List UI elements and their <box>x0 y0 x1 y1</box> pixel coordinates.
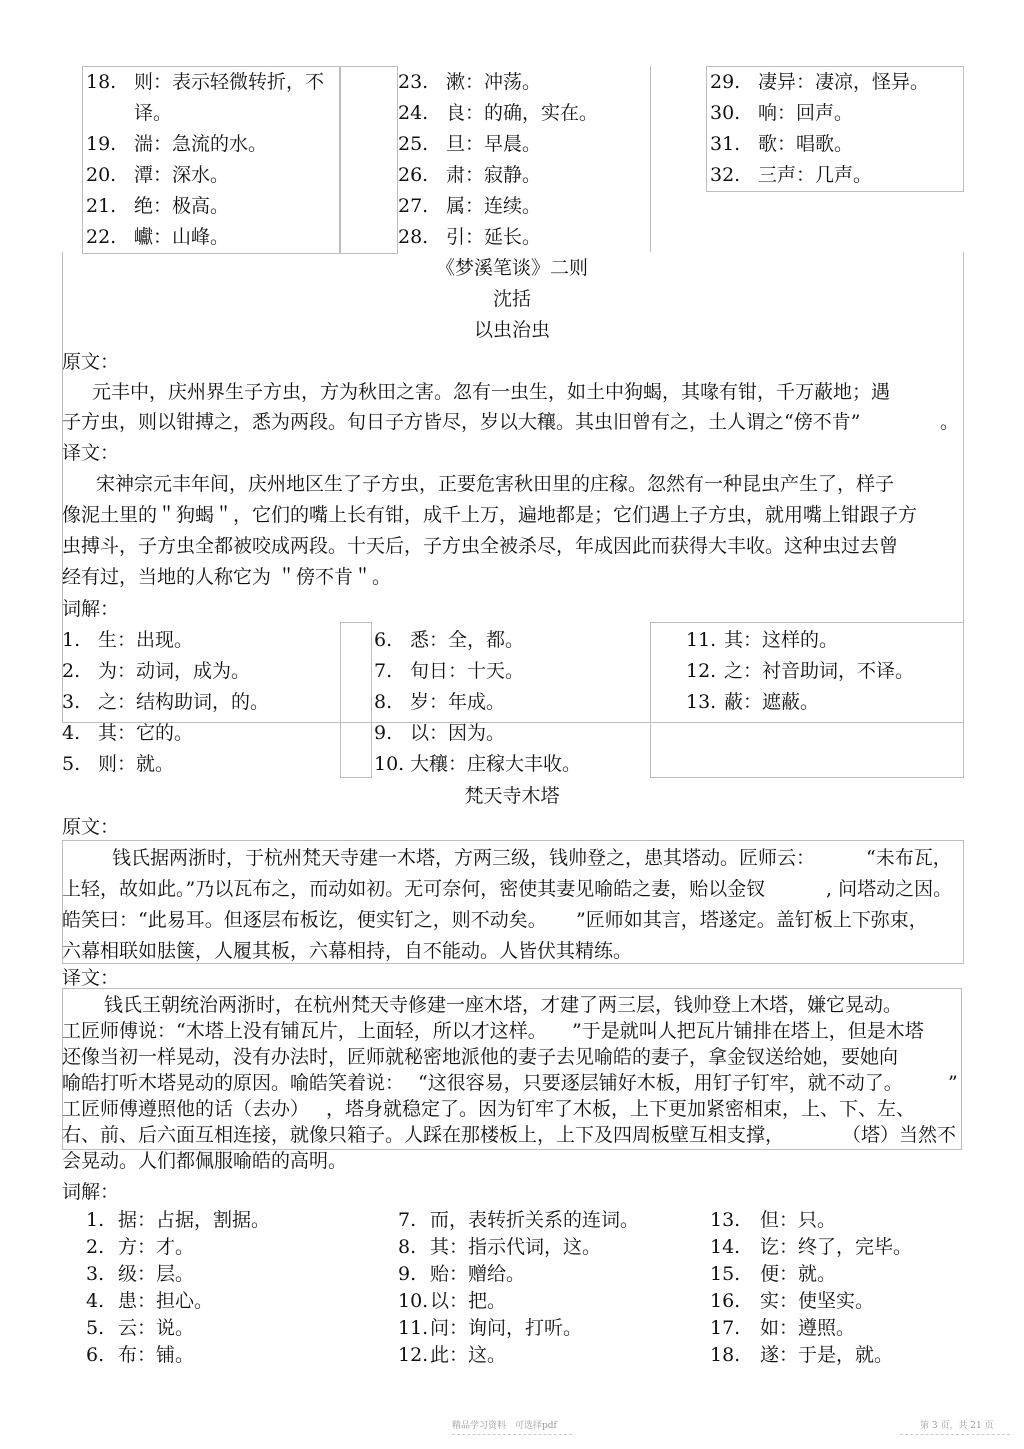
gloss-item <box>86 194 229 218</box>
gloss-text: 大穰：庄稼大丰收。 <box>410 753 582 775</box>
gloss-number: 21. <box>86 195 117 217</box>
gloss-text: 患：担心。 <box>118 1290 214 1312</box>
gloss-number: 26. <box>398 164 429 186</box>
gloss-text: 引：延长。 <box>446 226 542 248</box>
gloss-number: 1. <box>62 629 81 651</box>
part2-title: 梵天寺木塔 <box>464 785 560 807</box>
gloss-item <box>398 101 598 125</box>
gloss-text: 潭：深水。 <box>134 164 230 186</box>
gloss-number: 13. <box>710 1209 741 1231</box>
gloss-text: 旬日：十天。 <box>410 660 525 682</box>
gloss-number: 22. <box>86 226 117 248</box>
part1-gloss-label: 词解： <box>62 598 120 620</box>
gloss-number: 27. <box>398 195 429 217</box>
gloss-number: 10. <box>374 753 405 775</box>
gloss-number: 8. <box>374 691 393 713</box>
gloss-text: 三声：几声。 <box>758 164 873 186</box>
gloss-item <box>710 1343 893 1367</box>
footer-divider <box>900 1434 1010 1435</box>
gloss-number: 18. <box>86 71 117 93</box>
gloss-number: 11. <box>686 629 717 651</box>
gloss-item <box>62 628 193 652</box>
gloss-item <box>710 1208 836 1232</box>
gloss-text: 漱：冲荡。 <box>446 71 542 93</box>
gloss-number: 15. <box>710 1263 741 1285</box>
gloss-number: 3. <box>86 1263 105 1285</box>
gloss-item <box>398 1343 506 1367</box>
gloss-item <box>710 1235 912 1259</box>
gloss-text: 绝：极高。 <box>134 195 230 217</box>
gloss-number: 6. <box>374 629 393 651</box>
gloss-number: 23. <box>398 71 429 93</box>
gloss-item <box>374 628 524 652</box>
gloss-text: 而，表转折关系的连词。 <box>430 1209 640 1231</box>
gloss-text: 之：结构助词，的。 <box>98 691 270 713</box>
gloss-text: 讫：终了，完毕。 <box>760 1236 913 1258</box>
gloss-text: 贻：赠给。 <box>430 1263 526 1285</box>
gloss-text: 译。 <box>134 102 173 124</box>
gloss-number: 10. <box>398 1290 429 1312</box>
paragraph-line: “未布瓦， <box>866 847 952 869</box>
part2-translation-label: 译文： <box>62 967 120 989</box>
gloss-text: 布：铺。 <box>118 1344 195 1366</box>
gloss-number: 20. <box>86 164 117 186</box>
gloss-number: 24. <box>398 102 429 124</box>
gloss-number: 7. <box>398 1209 417 1231</box>
paragraph-line: 会晃动。人们都佩服喻皓的高明。 <box>62 1150 348 1172</box>
paragraph-line: 喻皓打听木塔晃动的原因。喻皓笑着说： <box>62 1072 405 1094</box>
gloss-text: 悉：全，都。 <box>410 629 525 651</box>
paragraph-line: 。 <box>940 411 960 433</box>
paragraph-line: ” <box>948 1072 958 1094</box>
gloss-item <box>374 752 581 776</box>
paragraph-line: 钱氏王朝统治两浙时，在杭州梵天寺修建一座木塔，才建了两三层，钱帅登上木塔，嫌它晃动。 <box>104 994 903 1016</box>
gloss-item <box>686 628 838 652</box>
paragraph-line: 像泥土里的＂狗蝎＂，它们的嘴上长有钳，成千上万，遍地都是；它们遇上子方虫，就用嘴上钳跟子方 <box>62 504 918 526</box>
gloss-number: 16. <box>710 1290 741 1312</box>
section-title: 《梦溪笔谈》二则 <box>435 257 588 279</box>
gloss-text: 其：这样的。 <box>724 629 839 651</box>
gloss-text: 以：把。 <box>430 1290 507 1312</box>
gloss-item <box>86 1262 194 1286</box>
gloss-item <box>398 1235 601 1259</box>
gloss-number: 17. <box>710 1317 741 1339</box>
gloss-number: 31. <box>710 133 741 155</box>
gloss-text: 云：说。 <box>118 1317 195 1339</box>
gloss-text: 其：指示代词，这。 <box>430 1236 602 1258</box>
gloss-number: 30. <box>710 102 741 124</box>
gloss-item <box>86 70 324 94</box>
paragraph-line: ，塔身就稳定了。因为钉牢了木板，上下更加紧密相束，上、下、左、 <box>326 1098 916 1120</box>
part1-original-label: 原文： <box>62 351 120 373</box>
gloss-text: 但：只。 <box>760 1209 837 1231</box>
part1-title: 以虫治虫 <box>473 319 550 341</box>
paragraph-line: 皓笑曰：“此易耳。但逐层布板讫，便实钉之，则不动矣。 <box>62 909 547 931</box>
gloss-item <box>86 132 267 156</box>
gloss-item <box>86 1343 194 1367</box>
gloss-text: 巘：山峰。 <box>134 226 230 248</box>
part2-gloss-label: 词解： <box>62 1181 120 1203</box>
gloss-text: 实：使坚实。 <box>760 1290 875 1312</box>
gloss-item <box>86 163 229 187</box>
gloss-item <box>86 101 172 125</box>
gloss-text: 级：层。 <box>118 1263 195 1285</box>
paragraph-line: 宋神宗元丰年间，庆州地区生了子方虫，正要危害秋田里的庄稼。忽然有一种昆虫产生了，样子 <box>96 473 895 495</box>
gloss-number: 32. <box>710 164 741 186</box>
gloss-text: 为：动词，成为。 <box>98 660 251 682</box>
gloss-text: 此：这。 <box>430 1344 507 1366</box>
gloss-item <box>710 132 853 156</box>
gloss-item <box>710 1289 874 1313</box>
gloss-item <box>398 225 541 249</box>
gloss-item <box>686 659 914 683</box>
gloss-number: 5. <box>86 1317 105 1339</box>
author: 沈括 <box>492 288 531 310</box>
gloss-text: 蔽：遮蔽。 <box>724 691 820 713</box>
gloss-item <box>374 690 505 714</box>
gloss-number: 9. <box>398 1263 417 1285</box>
footer-left: 精品学习资料 可选择pdf <box>452 1421 557 1431</box>
gloss-number: 5. <box>62 753 81 775</box>
gloss-text: 生：出现。 <box>98 629 194 651</box>
gloss-item <box>398 163 541 187</box>
gloss-item <box>398 70 541 94</box>
gloss-text: 遂：于是，就。 <box>760 1344 894 1366</box>
paragraph-line: 元丰中，庆州界生子方虫，方为秋田之害。忽有一虫生，如土中狗蝎，其喙有钳，千万蔽地；遇 <box>92 381 891 403</box>
paragraph-line: （塔）当然不 <box>842 1124 957 1146</box>
gloss-item <box>398 1262 525 1286</box>
gloss-item <box>710 163 872 187</box>
footer-page-number: 第 3 页，共 21 页 <box>920 1421 994 1431</box>
gloss-number: 28. <box>398 226 429 248</box>
footer-divider <box>452 1434 572 1435</box>
gloss-number: 19. <box>86 133 117 155</box>
gloss-frame <box>340 66 398 254</box>
paragraph-line: 六幕相联如胠箧，人履其板，六幕相持，自不能动。人皆伏其精练。 <box>62 940 633 962</box>
gloss-text: 肃：寂静。 <box>446 164 542 186</box>
gloss-text: 良：的确，实在。 <box>446 102 599 124</box>
gloss-text: 湍：急流的水。 <box>134 133 268 155</box>
gloss-number: 14. <box>710 1236 741 1258</box>
gloss-text: 据：占据，割据。 <box>118 1209 271 1231</box>
gloss-text: 则：就。 <box>98 753 175 775</box>
gloss-item <box>398 132 541 156</box>
gloss-text: 之：衬音助词，不译。 <box>724 660 915 682</box>
gloss-item <box>374 659 524 683</box>
paragraph-line: 上轻，故如此。”乃以瓦布之，而动如初。无可奈何，密使其妻见喻皓之妻，贻以金钗 <box>62 878 766 900</box>
gloss-number: 2. <box>62 660 81 682</box>
gloss-text: 便：就。 <box>760 1263 837 1285</box>
gloss-text: 凄异：凄凉，怪异。 <box>758 71 930 93</box>
gloss-item <box>86 1316 194 1340</box>
gloss-item <box>86 1208 270 1232</box>
gloss-item <box>686 690 819 714</box>
gloss-item <box>86 225 229 249</box>
gloss-item <box>710 101 853 125</box>
paragraph-line: ”匠师如其言，塔遂定。盖钉板上下弥束， <box>576 909 928 931</box>
paragraph-line: 经有过，当地的人称它为 ＂傍不肯＂。 <box>62 566 392 588</box>
paragraph-line: 子方虫，则以钳搏之，悉为两段。旬日子方皆尽，岁以大穰。其虫旧曾有之，土人谓之“傍不肯” <box>62 411 861 433</box>
part2-original-label: 原文： <box>62 816 120 838</box>
gloss-number: 9. <box>374 722 393 744</box>
gloss-number: 8. <box>398 1236 417 1258</box>
gloss-number: 12. <box>686 660 717 682</box>
gloss-text: 如：遵照。 <box>760 1317 856 1339</box>
gloss-number: 25. <box>398 133 429 155</box>
gloss-number: 11. <box>398 1317 429 1339</box>
gloss-frame <box>650 66 651 252</box>
gloss-text: 岁：年成。 <box>410 691 506 713</box>
paragraph-line: 钱氏据两浙时，于杭州梵天寺建一木塔，方两三级，钱帅登之，患其塔动。匠师云： <box>112 847 816 869</box>
gloss-item <box>62 690 269 714</box>
paragraph-line: 工匠师傅遵照他的话（去办） <box>62 1098 310 1120</box>
gloss-number: 7. <box>374 660 393 682</box>
gloss-item <box>62 752 174 776</box>
gloss-number: 1. <box>86 1209 105 1231</box>
gloss-text: 旦：早晨。 <box>446 133 542 155</box>
paragraph-line: , 问塔动之因。 <box>826 878 953 900</box>
gloss-item <box>710 70 929 94</box>
gloss-text: 属：连续。 <box>446 195 542 217</box>
gloss-number: 29. <box>710 71 741 93</box>
gloss-item <box>62 721 193 745</box>
gloss-item <box>710 1316 855 1340</box>
gloss-text: 问：询问，打听。 <box>430 1317 583 1339</box>
paragraph-line: 还像当初一样晃动，没有办法时，匠师就秘密地派他的妻子去见喻皓的妻子，拿金钗送给她，要她向 <box>62 1046 899 1068</box>
gloss-number: 4. <box>86 1290 105 1312</box>
gloss-number: 3. <box>62 691 81 713</box>
gloss-item <box>710 1262 836 1286</box>
gloss-item <box>86 1289 213 1313</box>
gloss-number: 13. <box>686 691 717 713</box>
gloss-item <box>398 1316 582 1340</box>
gloss-number: 6. <box>86 1344 105 1366</box>
gloss-item <box>86 1235 194 1259</box>
paragraph-line: ”于是就叫人把瓦片铺排在塔上，但是木塔 <box>572 1020 924 1042</box>
gloss-number: 2. <box>86 1236 105 1258</box>
gloss-number: 4. <box>62 722 81 744</box>
gloss-number: 12. <box>398 1344 429 1366</box>
gloss-text: 则：表示轻微转折，不 <box>134 71 325 93</box>
gloss-item <box>62 659 250 683</box>
gloss-number: 18. <box>710 1344 741 1366</box>
paragraph-line: 工匠师傅说：“木塔上没有铺瓦片，上面轻，所以才这样。 <box>62 1020 547 1042</box>
gloss-item <box>374 721 505 745</box>
gloss-item <box>398 194 541 218</box>
part1-translation-label: 译文： <box>62 442 120 464</box>
gloss-text: 其：它的。 <box>98 722 194 744</box>
paragraph-line: 右、前、后六面互相连接，就像只箱子。人踩在那楼板上，上下及四周板壁互相支撑， <box>62 1124 785 1146</box>
gloss-text: 歌：唱歌。 <box>758 133 854 155</box>
paragraph-line: “这很容易，只要逐层铺好木板，用钉子钉牢，就不动了。 <box>418 1072 903 1094</box>
gloss-text: 方：才。 <box>118 1236 195 1258</box>
gloss-item <box>398 1208 639 1232</box>
gloss-text: 以：因为。 <box>410 722 506 744</box>
gloss-item <box>398 1289 506 1313</box>
gloss-frame <box>340 622 372 778</box>
gloss-text: 响：回声。 <box>758 102 854 124</box>
paragraph-line: 虫搏斗，子方虫全都被咬成两段。十天后，子方虫全被杀尽，年成因此而获得大丰收。这种虫过去曾 <box>62 535 899 557</box>
